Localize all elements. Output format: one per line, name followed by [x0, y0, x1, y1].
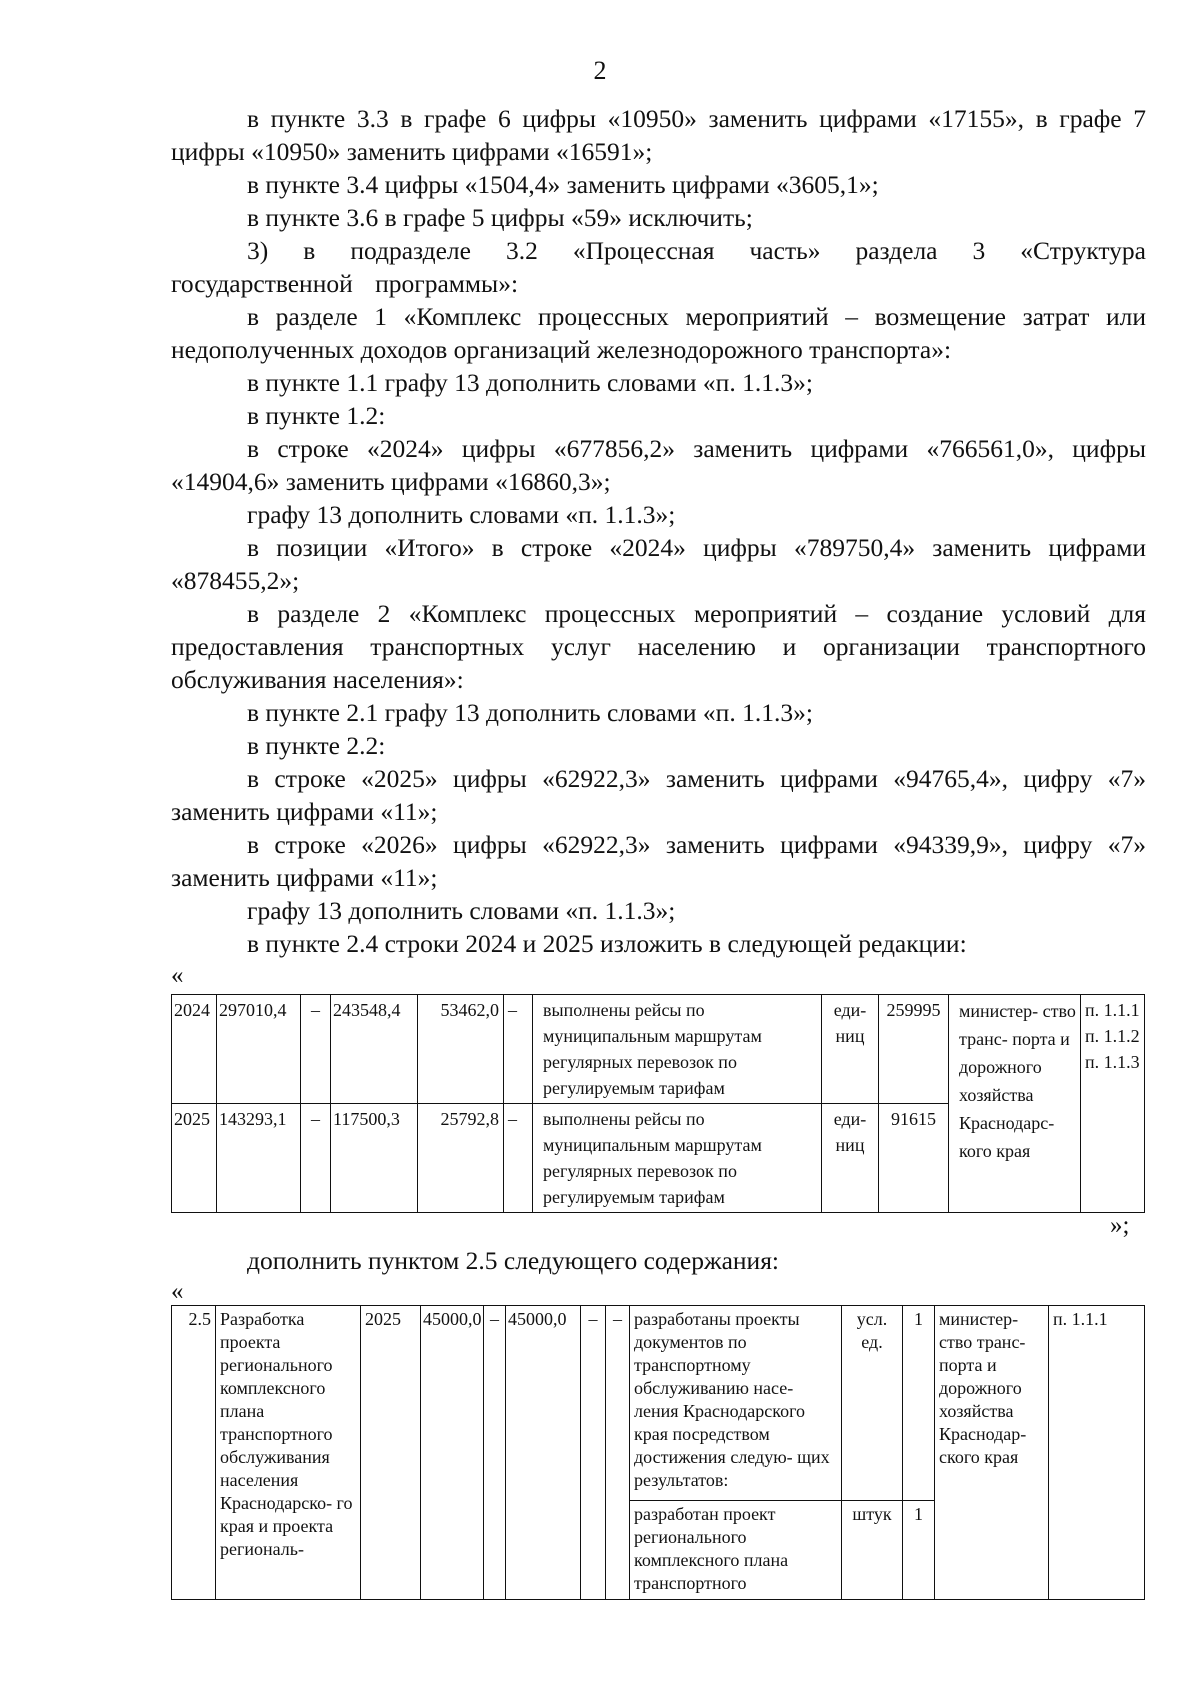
- paragraph: в пункте 2.2:: [247, 731, 386, 760]
- refs-cell: п. 1.1.1 п. 1.1.2 п. 1.1.3: [1081, 995, 1145, 1213]
- paragraph: в пункте 3.3 в графе 6 цифры «10950» заменить цифрами «17155», в графе 7 цифры «10950» заменить цифрами «16591»;: [171, 104, 1146, 166]
- total-cell: 45000,0: [421, 1306, 484, 1600]
- paragraph: графу 13 дополнить словами «п. 1.1.3»;: [247, 896, 676, 925]
- paragraph: в пункте 3.6 в графе 5 цифры «59» исключить;: [247, 203, 753, 232]
- value-cell: 259995: [879, 995, 949, 1104]
- paragraph: в строке «2026» цифры «62922,3» заменить цифрами «94339,9», цифру «7» заменить цифрами «11»;: [171, 830, 1146, 892]
- item-2-5-table: [171, 1305, 1145, 1600]
- unit-cell: еди- ниц: [822, 995, 879, 1104]
- item-number-cell: 2.5: [172, 1306, 216, 1600]
- amount-cell: 53462,0: [418, 995, 504, 1104]
- unit-cell: штук: [842, 1501, 903, 1600]
- amount-cell: 25792,8: [418, 1104, 504, 1213]
- result-cell: выполнены рейсы по муниципальным маршрутам регулярных перевозок по регулируемым тарифам: [533, 1104, 822, 1213]
- paragraph: в разделе 1 «Комплекс процессных мероприятий – возмещение затрат или недополученных доходов организаций железнодорожного транспорта»:: [171, 302, 1146, 364]
- amount-cell: 243548,4: [331, 995, 418, 1104]
- amendment-text: [171, 102, 1146, 960]
- paragraph: в пункте 2.4 строки 2024 и 2025 изложить в следующей редакции:: [247, 929, 967, 958]
- paragraph: в разделе 2 «Комплекс процессных мероприятий – создание условий для предоставления транспортных услуг населению и организации транспортного обслуживания населения»:: [171, 599, 1146, 694]
- paragraph: в строке «2024» цифры «677856,2» заменить цифрами «766561,0», цифры «14904,6» заменить цифрами «16860,3»;: [171, 434, 1146, 496]
- executor-cell: министер- ство транс- порта и дорожного хозяйства Краснодарс- кого края: [949, 995, 1081, 1213]
- paragraph: дополнить пунктом 2.5 следующего содержания:: [247, 1246, 780, 1275]
- unit-cell: еди- ниц: [822, 1104, 879, 1213]
- amendment-text: [171, 1244, 1146, 1277]
- value-cell: 91615: [879, 1104, 949, 1213]
- quote-close-mark: »;: [1110, 1212, 1130, 1239]
- unit-cell: усл. ед.: [842, 1306, 903, 1501]
- dash-cell: –: [581, 1306, 606, 1600]
- refs-cell: п. 1.1.1: [1049, 1306, 1145, 1600]
- dash-cell: –: [484, 1306, 506, 1600]
- year-cell: 2024: [172, 995, 217, 1104]
- result-cell: разработаны проекты документов по транспортному обслуживанию насе- ления Краснодарского края посредством достижения следую- щих результатов:: [630, 1306, 842, 1501]
- paragraph: в пункте 1.1 графу 13 дополнить словами «п. 1.1.3»;: [247, 368, 813, 397]
- table-row: [172, 1306, 1145, 1501]
- value-cell: 1: [903, 1306, 935, 1501]
- year-cell: 2025: [172, 1104, 217, 1213]
- paragraph: в строке «2025» цифры «62922,3» заменить цифрами «94765,4», цифру «7» заменить цифрами «11»;: [171, 764, 1146, 826]
- name-cell: Разработка проекта регионального комплексного плана транспортного обслуживания населения Краснодарско- го края и проекта региональ-: [216, 1306, 361, 1600]
- paragraph: в пункте 3.4 цифры «1504,4» заменить цифрами «3605,1»;: [247, 170, 879, 199]
- item-2-4-table: [171, 994, 1145, 1213]
- paragraph: в позиции «Итого» в строке «2024» цифры «789750,4» заменить цифрами «878455,2»;: [171, 533, 1146, 595]
- paragraph: в пункте 2.1 графу 13 дополнить словами «п. 1.1.3»;: [247, 698, 813, 727]
- result-cell: выполнены рейсы по муниципальным маршрутам регулярных перевозок по регулируемым тарифам: [533, 995, 822, 1104]
- page-number: 2: [593, 56, 607, 85]
- quote-open-mark: «: [171, 962, 184, 989]
- table-row: [172, 995, 1145, 1104]
- amount-cell: 45000,0: [506, 1306, 581, 1600]
- quote-open-mark: «: [171, 1278, 184, 1305]
- paragraph: 3) в подразделе 3.2 «Процессная часть» раздела 3 «Структура государственной программы»:: [171, 236, 1146, 298]
- amount-cell: 117500,3: [331, 1104, 418, 1213]
- dash-cell: –: [606, 1306, 630, 1600]
- dash-cell: –: [504, 995, 533, 1104]
- dash-cell: –: [301, 995, 331, 1104]
- year-cell: 2025: [361, 1306, 421, 1600]
- total-cell: 143293,1: [217, 1104, 301, 1213]
- paragraph: в пункте 1.2:: [247, 401, 386, 430]
- dash-cell: –: [301, 1104, 331, 1213]
- value-cell: 1: [903, 1501, 935, 1600]
- result-cell: разработан проект регионального комплексного плана транспортного: [630, 1501, 842, 1600]
- dash-cell: –: [504, 1104, 533, 1213]
- executor-cell: министер- ство транс- порта и дорожного хозяйства Краснодар- ского края: [935, 1306, 1049, 1600]
- total-cell: 297010,4: [217, 995, 301, 1104]
- paragraph: графу 13 дополнить словами «п. 1.1.3»;: [247, 500, 676, 529]
